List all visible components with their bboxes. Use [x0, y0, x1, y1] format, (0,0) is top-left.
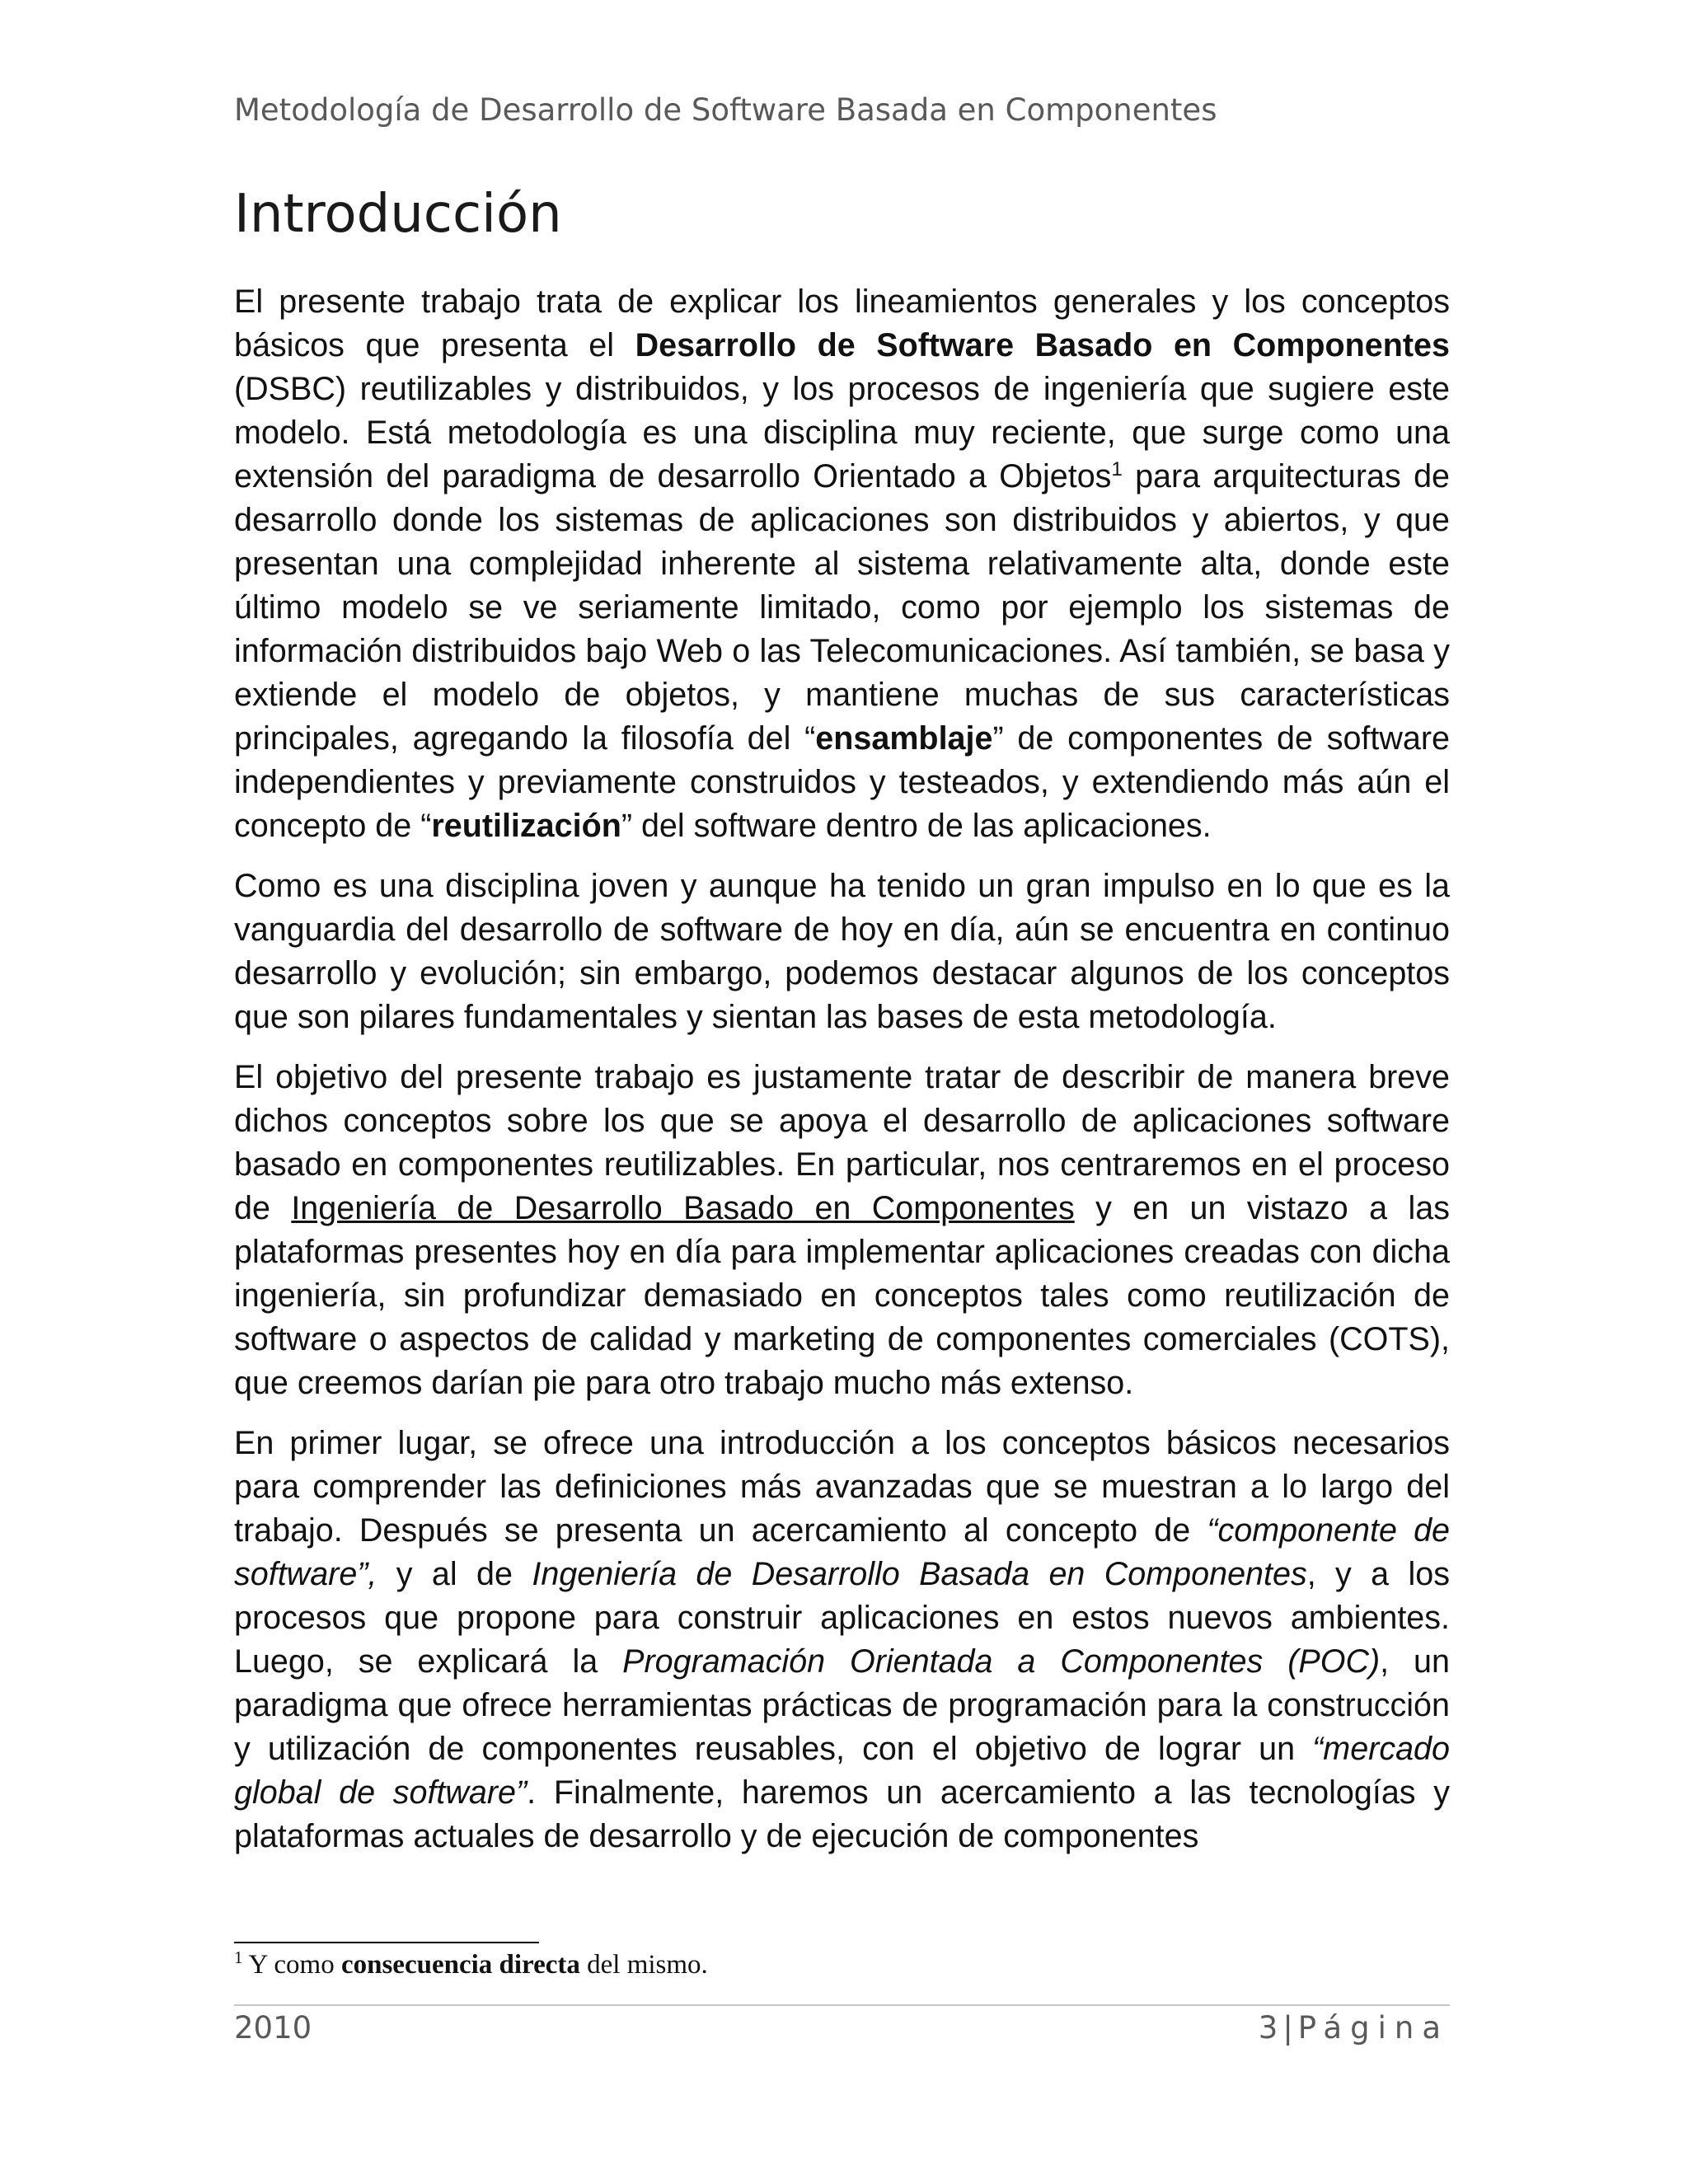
paragraph-1 [234, 280, 1450, 848]
paragraph-3 [234, 1056, 1450, 1405]
page-number: 3 [1258, 2010, 1278, 2046]
footnote-separator [234, 1942, 539, 1943]
bold-term-ensamblaje: ensamblaje [815, 720, 993, 757]
text-run: , un paradigma que ofrece herramientas prácticas de programación para la construcción y utilización de componentes reusables, con el objetivo de lograr un [234, 1643, 1450, 1767]
text-run: del mismo. [579, 1950, 708, 1980]
text-run: (DSBC) reutilizables y distribuidos, y los procesos de ingeniería que sugiere este modelo. Está metodología es una disciplina muy reciente, que surge como una extensión del paradigma de desarrollo Orientado a Objetos [234, 371, 1450, 494]
text-run: para arquitecturas de desarrollo donde los sistemas de aplicaciones son distribuidos y abiertos, y que presentan una complejidad inherente al sistema relativamente alta, donde este último modelo se ve seriamente limitado, como por ejemplo los sistemas de información distribuidos bajo Web o las Telecomunicaciones. Así también, se basa y extiende el modelo de objetos, y mantiene muchas de sus características principales, agregando la filosofía del “ [234, 458, 1451, 757]
footer-separator: | [1282, 2010, 1293, 2046]
bold-term-dsbc: Desarrollo de Software Basado en Componentes [635, 327, 1450, 363]
italic-term: “componente de software”, [234, 1512, 1451, 1592]
text-run: ” del software dentro de las aplicaciones. [621, 808, 1212, 844]
italic-term: “mercado global de software” [234, 1731, 1450, 1811]
page-label: Página [1297, 2010, 1449, 2046]
text-run: El objetivo del presente trabajo es justamente tratar de describir de manera breve dichos conceptos sobre los que se apoya el desarrollo de aplicaciones software basado en componentes reutilizables. En particular, nos centraremos en el proceso de [234, 1059, 1450, 1226]
body-text [234, 280, 1450, 1875]
section-heading: Introducción [234, 184, 562, 245]
paragraph-4 [234, 1422, 1450, 1858]
text-run: ” de componentes de software independientes y previamente construidos y testeados, y extendiendo más aún el concepto de “ [234, 720, 1450, 844]
text-run: En primer lugar, se ofrece una introducción a los conceptos básicos necesarios para comprender las definiciones más avanzadas que se muestran a lo largo del trabajo. Después se presenta un acercamiento al concepto de [234, 1425, 1450, 1549]
footnote [234, 1945, 708, 1985]
footer-page-number [1259, 2006, 1449, 2050]
text-run: , y a los procesos que propone para construir aplicaciones en estos nuevos ambientes. Luego, se explicará la [234, 1556, 1451, 1680]
footnote-number: 1 [234, 1947, 243, 1967]
bold-term-reutilizacion: reutilización [431, 808, 621, 844]
footer-year: 2010 [234, 2010, 312, 2046]
text-run: y en un vistazo a las plataformas presentes hoy en día para implementar aplicaciones creadas con dicha ingeniería, sin profundizar demasiado en conceptos tales como reutilización de software o aspectos de calidad y marketing de componentes comerciales (COTS), que creemos darían pie para otro trabajo mucho más extenso. [234, 1190, 1450, 1401]
italic-term: Programación Orientada a Componentes (POC) [622, 1643, 1381, 1680]
italic-term: Ingeniería de Desarrollo Basada en Componentes [532, 1556, 1307, 1592]
running-header: Metodología de Desarrollo de Software Basada en Componentes [234, 92, 1217, 128]
text-run: Y como [242, 1950, 341, 1980]
text-run: y al de [377, 1556, 532, 1592]
text-run: . Finalmente, haremos un acercamiento a las tecnologías y plataformas actuales de desarrollo y de ejecución de componentes [234, 1774, 1450, 1854]
paragraph-2: Como es una disciplina joven y aunque ha tenido un gran impulso en lo que es la vanguardia del desarrollo de software de hoy en día, aún se encuentra en continuo desarrollo y evolución; sin embargo, podemos destacar algunos de los conceptos que son pilares fundamentales y sientan las bases de esta metodología. [234, 868, 1450, 1035]
underlined-term-link[interactable]: Ingeniería de Desarrollo Basado en Componentes [291, 1190, 1075, 1226]
footnote-bold-term: consecuencia directa [340, 1950, 580, 1980]
text-run: El presente trabajo trata de explicar los lineamientos generales y los conceptos básicos que presenta el [234, 284, 1450, 363]
footnote-reference[interactable]: 1 [1111, 458, 1123, 480]
